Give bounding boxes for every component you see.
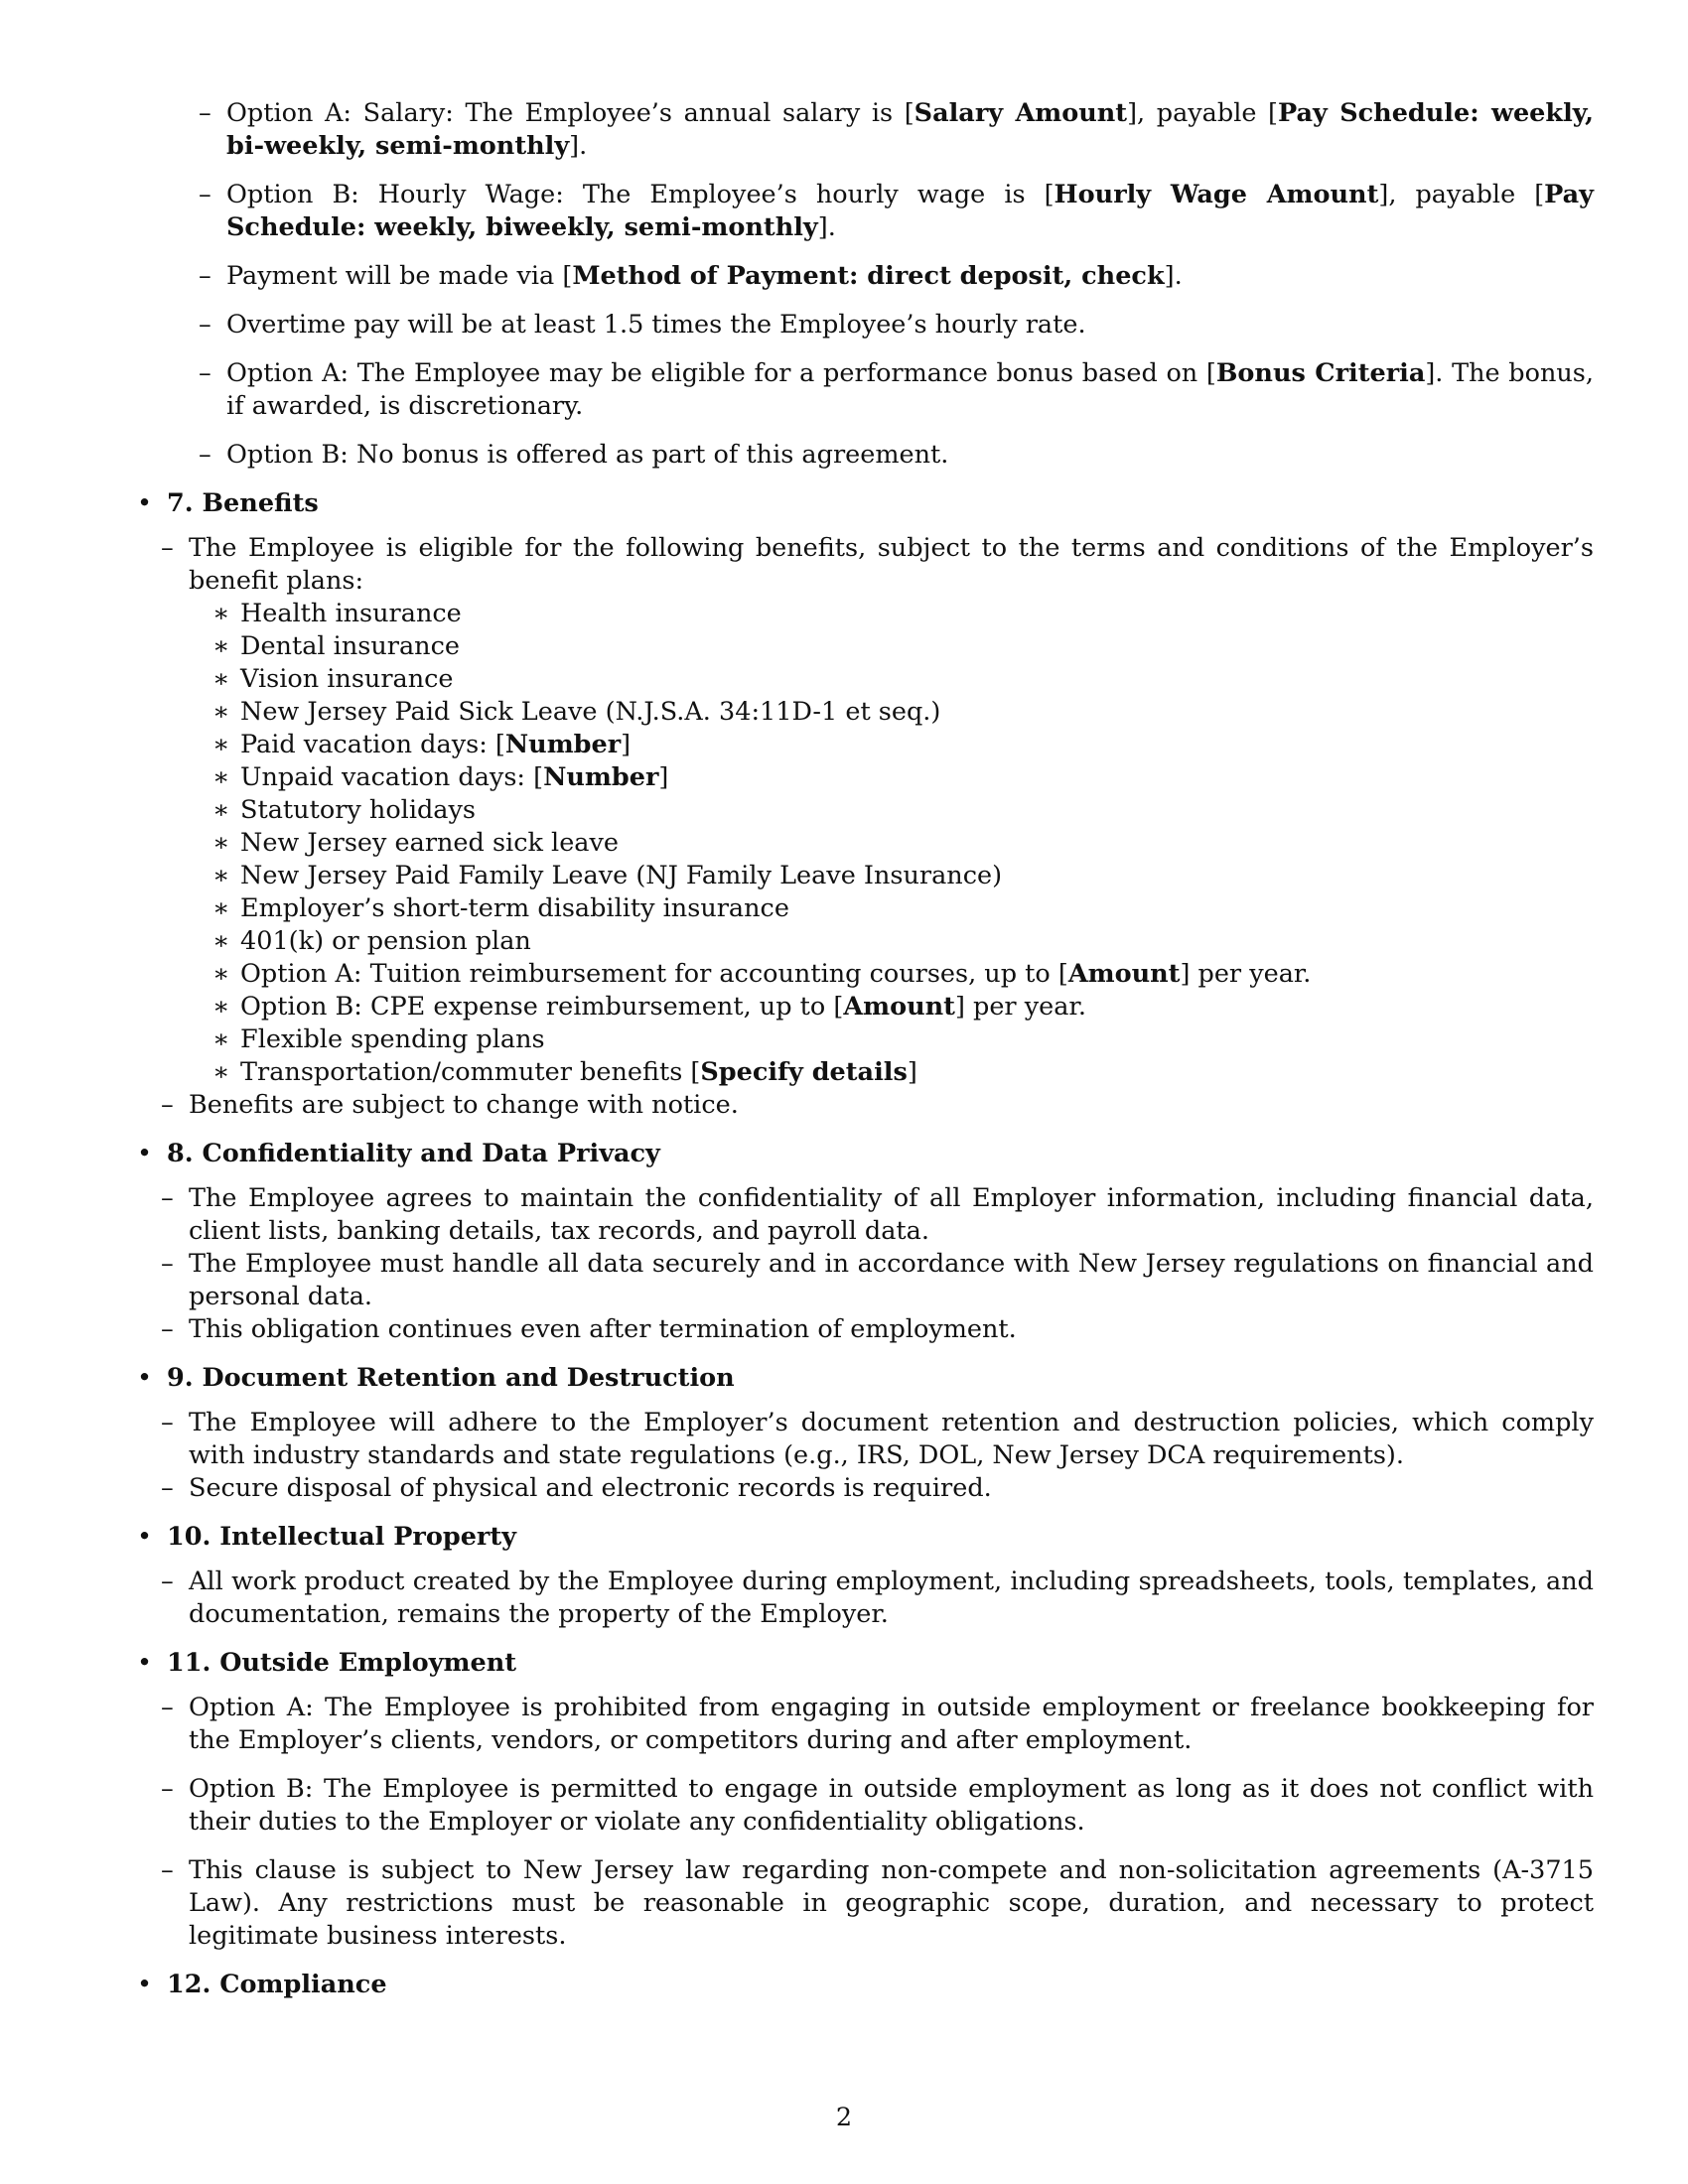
star-bullet: ∗ xyxy=(212,959,230,989)
section-title: 9. Document Retention and Destruction xyxy=(167,1363,735,1393)
list-item: – Secure disposal of physical and electronic records is required. xyxy=(161,1473,992,1503)
star-bullet: ∗ xyxy=(212,861,230,890)
list-item: – Option B: Hourly Wage: The Employee’s hourly wage is [Hourly Wage Amount], payable [Pay Schedule: weekly, biweekly, semi-monthly]. xyxy=(199,180,1594,242)
retention-list xyxy=(129,1407,1594,1505)
list-item xyxy=(129,1089,1594,1122)
star-bullet: ∗ xyxy=(212,730,230,759)
list-item: ∗ New Jersey Paid Sick Leave (N.J.S.A. 34:11D-1 et seq.) xyxy=(212,697,941,727)
list-item: ∗ Vision insurance xyxy=(212,664,454,694)
bullet: • xyxy=(137,1139,153,1168)
star-bullet: ∗ xyxy=(212,762,230,792)
dash-bullet: – xyxy=(161,1249,174,1279)
section-title: 7. Benefits xyxy=(167,488,319,518)
ip-list xyxy=(129,1566,1594,1631)
dash-bullet: – xyxy=(161,1473,174,1503)
star-bullet: ∗ xyxy=(212,631,230,661)
list-item: ∗ Option B: CPE expense reimbursement, up to [Amount] per year. xyxy=(212,992,1086,1022)
benefits-list xyxy=(129,532,1594,1122)
dash-bullet: – xyxy=(161,1774,174,1804)
section-intellectual-property xyxy=(129,1521,1594,1631)
outside-list xyxy=(129,1692,1594,1953)
star-bullet: ∗ xyxy=(212,1024,230,1054)
document-body xyxy=(129,97,1594,2017)
list-item: ∗ Paid vacation days: [Number] xyxy=(212,730,632,759)
list-item: ∗ New Jersey earned sick leave xyxy=(212,828,619,858)
dash-bullet: – xyxy=(161,1408,174,1437)
list-item: – The Employee will adhere to the Employer’s document retention and destruction policies, which comply with industry standards and state regulations (e.g., IRS, DOL, New Jersey DCA requirements). xyxy=(161,1408,1594,1470)
list-item: ∗ Flexible spending plans xyxy=(212,1024,545,1054)
star-bullet: ∗ xyxy=(212,893,230,923)
list-item: – This obligation continues even after termination of employment. xyxy=(161,1314,1017,1344)
compensation-list xyxy=(167,97,1594,472)
bullet: • xyxy=(137,1648,153,1678)
star-bullet: ∗ xyxy=(212,599,230,628)
list-item: ∗ Dental insurance xyxy=(212,631,460,661)
list-item: ∗ Statutory holidays xyxy=(212,795,476,825)
list-item: ∗ Employer’s short-term disability insurance xyxy=(212,893,789,923)
dash-bullet: – xyxy=(199,261,211,291)
dash-bullet: – xyxy=(161,1567,174,1596)
list-item: – Option B: No bonus is offered as part of this agreement. xyxy=(199,440,949,470)
dash-bullet: – xyxy=(199,358,211,388)
list-item: – Option A: Salary: The Employee’s annual salary is [Salary Amount], payable [Pay Schedule: weekly, bi-weekly, semi-monthly]. xyxy=(199,98,1595,161)
star-bullet: ∗ xyxy=(212,697,230,727)
dash-bullet: – xyxy=(161,1090,174,1120)
list-item: ∗ Transportation/commuter benefits [Specify details] xyxy=(212,1057,917,1087)
list-item: – The Employee agrees to maintain the confidentiality of all Employer information, including financial data, client lists, banking details, tax records, and payroll data. xyxy=(161,1183,1594,1246)
bullet: • xyxy=(137,1363,153,1393)
section-benefits xyxy=(129,487,1594,1122)
confidentiality-list xyxy=(129,1182,1594,1346)
list-item: ∗ Option A: Tuition reimbursement for accounting courses, up to [Amount] per year. xyxy=(212,959,1312,989)
list-item: – Payment will be made via [Method of Payment: direct deposit, check]. xyxy=(199,261,1183,291)
star-bullet: ∗ xyxy=(212,1057,230,1087)
list-item: – This clause is subject to New Jersey law regarding non-compete and non-solicitation agreements (A-3715 Law). Any restrictions must be reasonable in geographic scope, duration, and necessary to protect legitimate business interests. xyxy=(161,1855,1594,1951)
list-item: – Option A: The Employee may be eligible for a performance bonus based on [Bonus Criteria]. The bonus, if awarded, is discretionary. xyxy=(199,358,1594,421)
section-compliance xyxy=(129,1969,1594,2001)
bullet: • xyxy=(137,1522,153,1552)
star-bullet: ∗ xyxy=(212,926,230,956)
section-title: 12. Compliance xyxy=(167,1970,387,1999)
bullet: • xyxy=(137,1970,153,1999)
dash-bullet: – xyxy=(161,1693,174,1722)
benefits-closing: Benefits are subject to change with notice. xyxy=(189,1090,739,1120)
star-bullet: ∗ xyxy=(212,664,230,694)
list-item: – Overtime pay will be at least 1.5 times the Employee’s hourly rate. xyxy=(199,310,1086,340)
list-item: – The Employee must handle all data securely and in accordance with New Jersey regulations on financial and personal data. xyxy=(161,1249,1594,1311)
star-bullet: ∗ xyxy=(212,828,230,858)
list-item: ∗ 401(k) or pension plan xyxy=(212,926,531,956)
star-bullet: ∗ xyxy=(212,992,230,1022)
section-title: 11. Outside Employment xyxy=(167,1648,517,1678)
list-item: – All work product created by the Employee during employment, including spreadsheets, tools, templates, and documentation, remains the property of the Employer. xyxy=(161,1567,1594,1629)
dash-bullet: – xyxy=(161,1855,174,1885)
dash-bullet: – xyxy=(199,310,211,340)
dash-bullet: – xyxy=(199,180,211,209)
dash-bullet: – xyxy=(161,533,174,563)
dash-bullet: – xyxy=(161,1314,174,1344)
bullet: • xyxy=(137,488,153,518)
page-number: 2 xyxy=(835,2103,853,2132)
list-item xyxy=(129,532,1594,1089)
dash-bullet: – xyxy=(199,98,211,128)
dash-bullet: – xyxy=(199,440,211,470)
section-retention xyxy=(129,1362,1594,1505)
list-item: – Option B: The Employee is permitted to engage in outside employment as long as it does not conflict with their duties to the Employer or violate any confidentiality obligations. xyxy=(161,1774,1594,1837)
star-bullet: ∗ xyxy=(212,795,230,825)
section-title: 8. Confidentiality and Data Privacy xyxy=(167,1139,660,1168)
list-item: ∗ Health insurance xyxy=(212,599,462,628)
section-list xyxy=(129,487,1594,2001)
list-item: ∗ Unpaid vacation days: [Number] xyxy=(212,762,669,792)
section-confidentiality xyxy=(129,1138,1594,1346)
list-item: ∗ New Jersey Paid Family Leave (NJ Family Leave Insurance) xyxy=(212,861,1003,890)
list-item: – Option A: The Employee is prohibited from engaging in outside employment or freelance bookkeeping for the Employer’s clients, vendors, or competitors during and after employment. xyxy=(161,1693,1594,1755)
benefits-sublist xyxy=(189,598,1594,1089)
dash-bullet: – xyxy=(161,1183,174,1213)
section-title: 10. Intellectual Property xyxy=(167,1522,516,1552)
benefits-intro: The Employee is eligible for the following benefits, subject to the terms and conditions of the Employer’s benefit plans: xyxy=(189,533,1594,596)
section-outside-employment xyxy=(129,1647,1594,1953)
